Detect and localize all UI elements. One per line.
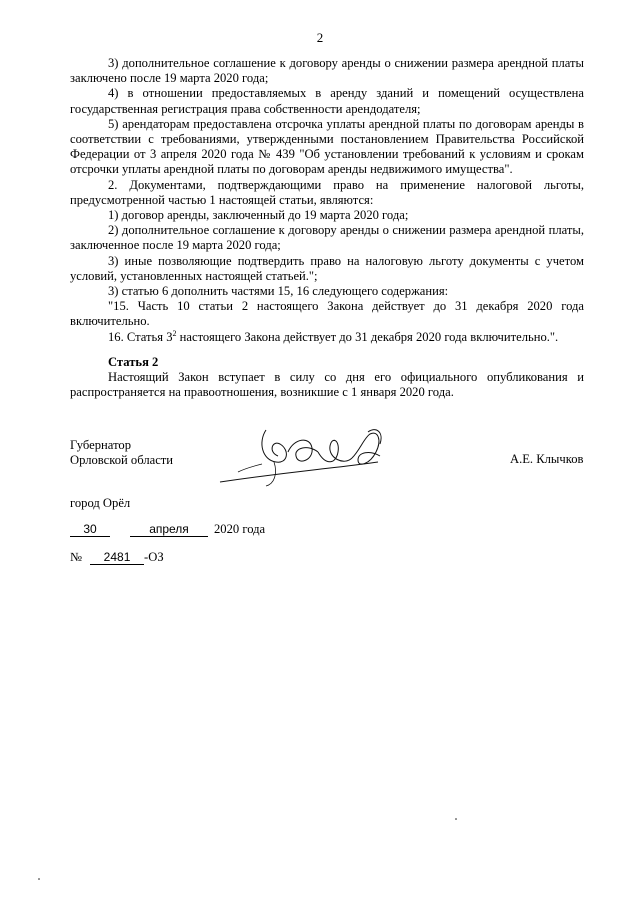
article-2-heading: Статья 2: [108, 354, 159, 369]
paragraph: 3) иные позволяющие подтвердить право на налоговую льготу документы с учетом условий, установленных настоящей статьей.";: [70, 253, 584, 283]
paragraph: 4) в отношении предоставляемых в аренду зданий и помещений осуществлена государственная регистрация права собственности арендодателя;: [70, 86, 584, 116]
city: город Орёл: [70, 496, 131, 510]
scan-speck: [38, 878, 40, 880]
page-number: 2: [316, 30, 324, 45]
para16-before: 16. Статья 3: [108, 329, 173, 344]
paragraph: 2) дополнительное соглашение к договору аренды о снижении размера арендной платы, заключенное после 19 марта 2020 года;: [70, 223, 584, 253]
para16-after: настоящего Закона действует до 31 декабря 2020 года включительно.".: [176, 329, 559, 344]
date-month: апреля: [130, 522, 208, 537]
signatory-name: А.Е. Клычков: [510, 452, 584, 466]
law-number-suffix: -ОЗ: [144, 550, 164, 564]
paragraph: 2. Документами, подтверждающими право на применение налоговой льготы, предусмотренной частью 1 настоящей статьи, являются:: [70, 177, 584, 207]
law-number-value: 2481: [90, 550, 144, 565]
number-sign: №: [70, 550, 83, 564]
signatory-title-line1: Губернатор: [70, 438, 131, 452]
scan-speck: [455, 818, 457, 820]
paragraph: 3) статью 6 дополнить частями 15, 16 следующего содержания:: [108, 284, 449, 299]
date-day: 30: [70, 522, 110, 537]
law-body: [70, 56, 584, 400]
paragraph: 5) арендаторам предоставлена отсрочка уплаты арендной платы по договорам аренды в соответствии с требованиями, утвержденными постановлением Правительства Российской Федерации от 3 апреля 2020 года № 439 "Об установлении требований к условиям и срокам отсрочки уплаты арендной платы по договорам аренды недвижимого имущества".: [70, 116, 584, 177]
paragraph: "15. Часть 10 статьи 2 настоящего Закона действует до 31 декабря 2020 года включительно.: [70, 299, 584, 329]
signatory-title: [70, 438, 173, 468]
article-2-text: Настоящий Закон вступает в силу со дня его официального опубликования и распространяется на правоотношения, возникшие с 1 января 2020 года.: [70, 370, 584, 400]
signatory-title-line2: Орловской области: [70, 453, 174, 468]
paragraph-16: [70, 330, 584, 345]
signing-date: [70, 522, 265, 537]
law-number: [70, 550, 164, 565]
paragraph: 3) дополнительное соглашение к договору аренды о снижении размера арендной платы заключено после 19 марта 2020 года;: [70, 56, 584, 86]
date-year: 2020 года: [214, 522, 266, 536]
para16-superscript: 2: [172, 328, 177, 338]
paragraph: 1) договор аренды, заключенный до 19 марта 2020 года;: [108, 208, 409, 223]
handwritten-signature: [218, 422, 388, 492]
